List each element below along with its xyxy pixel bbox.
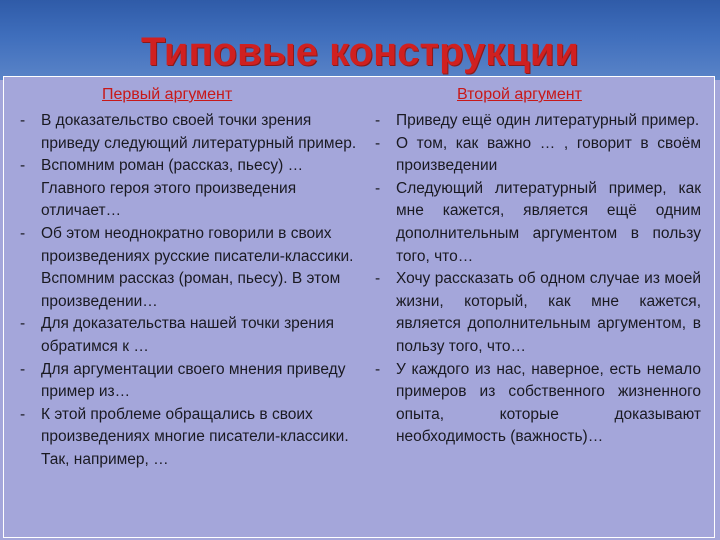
bullet-dash: - [20,112,26,129]
list-item-text: Приведу ещё один литературный пример. [396,112,700,129]
list-item [20,404,360,472]
right-column [375,110,701,449]
list-item-text: Для доказательства нашей точки зрения обратимся к … [41,315,335,355]
list-item-text: Об этом неоднократно говорили в своих произведениях русские писатели-классики. Вспомним рассказ (роман, пьесу). В этом произведении… [41,224,354,310]
list-item [375,133,701,178]
list-item [20,110,360,155]
list-item [375,110,701,133]
bullet-dash: - [20,315,26,333]
bullet-dash: - [20,405,26,423]
list-item [20,223,360,313]
bullet-dash: - [375,360,381,378]
list-item-text: Для аргументации своего мнения приведу пример из… [41,360,346,401]
list-item [375,268,701,358]
list-item [20,155,360,223]
bullet-dash: - [375,112,381,129]
bullet-dash: - [375,270,381,288]
list-item-text: О том, как важно … , говорит в своём произведении [396,134,701,175]
list-item-text: У каждого из нас, наверное, есть немало примеров из собственного жизненного опыта, которые доказывают необходимость (важность)… [396,360,701,446]
list-item-text: Хочу рассказать об одном случае из моей жизни, который, как мне кажется, является дополнительным аргументом, в пользу того, что… [396,270,701,355]
list-item [20,359,360,404]
left-column [20,110,360,472]
list-item [20,313,360,358]
list-item-text: Вспомним роман (рассказ, пьесу) … Главного героя этого произведения отличает… [41,157,304,220]
bullet-dash: - [20,224,26,242]
list-item-text: К этой проблеме обращались в своих произведениях многие писатели-классики. Так, например, … [41,405,349,468]
slide-title: Типовые конструкции [140,30,580,74]
bullet-dash: - [20,360,26,378]
list-item [375,359,701,449]
bullet-dash: - [375,179,381,197]
right-column-heading: Второй аргумент [457,86,582,103]
left-column-heading: Первый аргумент [102,86,233,103]
list-item [375,178,701,268]
list-item-text: Следующий литературный пример, как мне кажется, является ещё одним дополнительным аргументом в пользу того, что… [396,179,701,265]
list-item-text: В доказательство своей точки зрения приведу следующий литературный пример. [41,112,357,152]
bullet-dash: - [375,134,381,152]
bullet-dash: - [20,157,26,175]
